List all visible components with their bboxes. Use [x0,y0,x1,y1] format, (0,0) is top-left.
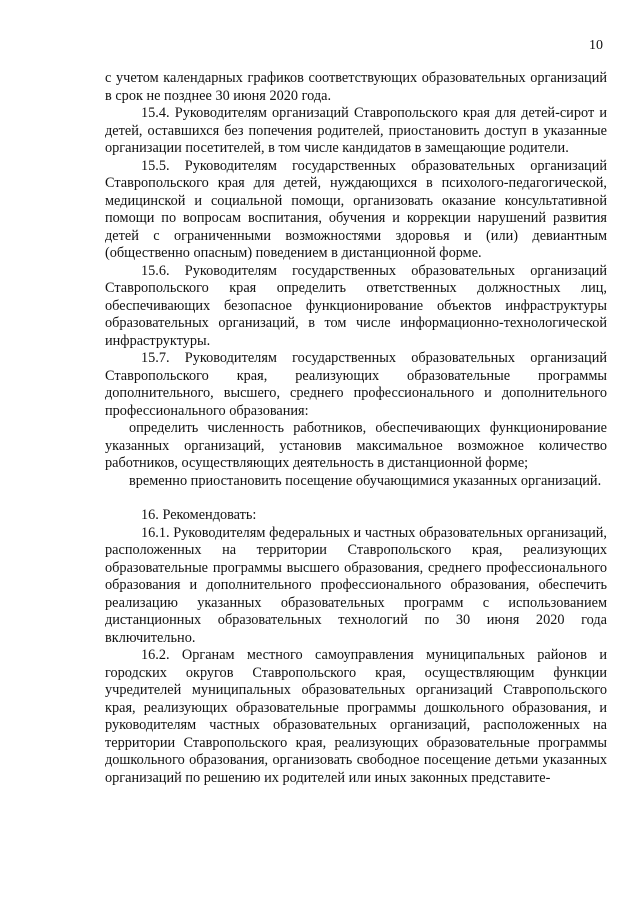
paragraph-15-5: 15.5. Руководителям государственных образовательных организаций Ставропольского края для детей, нуждающихся в психолого-педагогической, медицинской и социальной помощи, организовать оказание консультативной помощи по вопросам воспитания, обучения и коррекции нарушений развития детей с ограниченными возможностями здоровья и (или) девиантным (общественно опасным) поведением в дистанционной форме. [105,157,607,261]
paragraph-15-7-item-2: временно приостановить посещение обучающимися указанных организаций. [129,472,602,489]
paragraph-15-7-item-1: определить численность работников, обеспечивающих функционирование указанных организаций, установив максимальное возможное количество работников, осуществляющих деятельность в дистанционной форме; [105,420,607,471]
paragraph-16-1: 16.1. Руководителям федеральных и частных образовательных организаций, расположенных на территории Ставропольского края, реализующих образовательные программы высшего образования, среднего профессионального образования и дополнительного профессионального образования, обеспечить реализацию указанных образовательных программ с использованием дистанционных образовательных технологий по 30 июня 2020 года включительно. [105,524,607,646]
document-body [105,70,607,787]
page-number: 10 [589,38,603,53]
paragraph-15-7: 15.7. Руководителям государственных образовательных организаций Ставропольского края, реализующих образовательные программы дополнительного, высшего, среднего профессионального и дополнительного профессионального образования: [105,350,607,419]
paragraph-15-6: 15.6. Руководителям государственных образовательных организаций Ставропольского края определить ответственных должностных лиц, обеспечивающих безопасное функционирование объектов инфраструктуры образовательных организаций, в том числе информационно-технологической инфраструктуры. [105,262,607,349]
paragraph-16-2: 16.2. Органам местного самоуправления муниципальных районов и городских округов Ставропольского края, осуществляющим функции учредителей муниципальных образовательных организаций Ставропольского края, реализующих образовательные программы дошкольного образования, и руководителям частных образовательных организаций, расположенных на территории Ставропольского края, реализующих образовательные программы дошкольного образования, организовать свободное посещение детьми указанных организаций по решению их родителей или иных законных представите- [105,647,607,786]
section-gap [105,490,607,507]
paragraph-15-4: 15.4. Руководителям организаций Ставропольского края для детей-сирот и детей, оставшихся без попечения родителей, приостановить доступ в указанные организации посетителей, в том числе кандидатов в замещающие родители. [105,105,607,156]
paragraph-16: 16. Рекомендовать: [141,507,257,523]
paragraph-continuation: с учетом календарных графиков соответствующих образовательных организаций в срок не позднее 30 июня 2020 года. [105,70,607,104]
